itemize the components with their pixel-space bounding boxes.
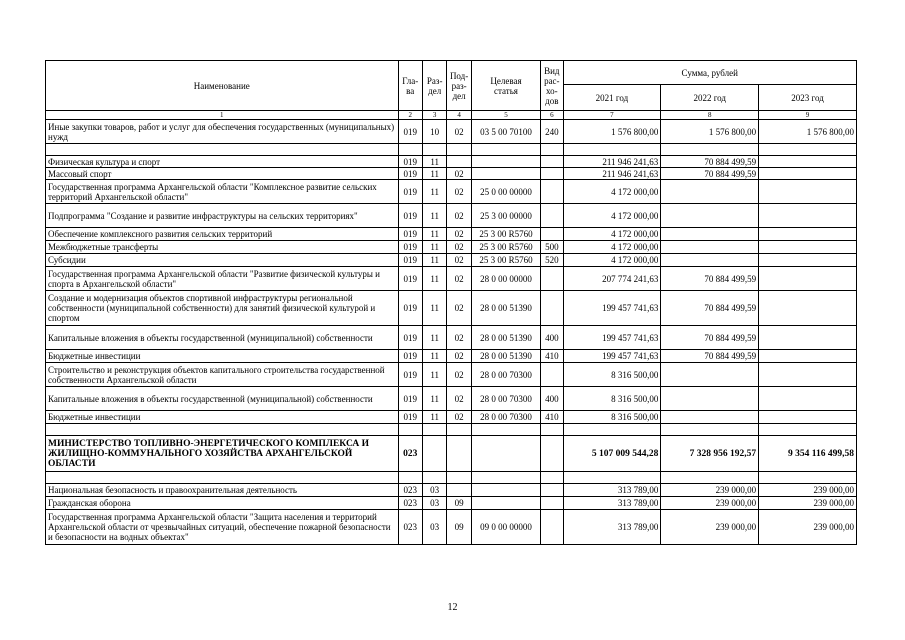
row-sum-2022: 70 884 499,59 <box>661 156 759 168</box>
row-sum-2021: 8 316 500,00 <box>563 363 661 387</box>
row-sum-2021: 5 107 009 544,28 <box>563 436 661 472</box>
row-sum-2021: 4 172 000,00 <box>563 228 661 241</box>
row-razdel: 11 <box>422 363 446 387</box>
row-sum-2022 <box>661 241 759 254</box>
column-index: 1 <box>46 111 399 120</box>
row-sum-2021: 199 457 741,63 <box>563 291 661 326</box>
row-sum-2022: 70 884 499,59 <box>661 350 759 363</box>
row-podrazdel: 02 <box>447 363 471 387</box>
header-name: Наименование <box>46 61 399 111</box>
row-target: 28 0 00 70300 <box>471 411 540 424</box>
row-razdel: 11 <box>422 168 446 180</box>
table-row <box>46 350 857 363</box>
row-razdel: 11 <box>422 156 446 168</box>
header-year-2022: 2022 год <box>661 85 759 111</box>
table-row <box>46 156 857 168</box>
row-podrazdel: 02 <box>447 168 471 180</box>
row-vid: 410 <box>541 350 563 363</box>
spacer-row <box>46 472 857 484</box>
row-glava: 019 <box>398 326 422 350</box>
row-target: 28 0 00 70300 <box>471 387 540 411</box>
row-razdel: 03 <box>422 497 446 510</box>
row-sum-2022: 239 000,00 <box>661 497 759 510</box>
row-sum-2023 <box>759 326 857 350</box>
row-target <box>471 497 540 510</box>
row-podrazdel: 02 <box>447 326 471 350</box>
row-name: Капитальные вложения в объекты государственной (муниципальной) собственности <box>46 387 399 411</box>
row-vid <box>541 168 563 180</box>
row-name: Подпрограмма "Создание и развитие инфраструктуры на сельских территориях" <box>46 204 399 228</box>
row-glava: 019 <box>398 387 422 411</box>
row-name: Физическая культура и спорт <box>46 156 399 168</box>
column-index: 5 <box>471 111 540 120</box>
column-index: 4 <box>447 111 471 120</box>
row-razdel: 11 <box>422 387 446 411</box>
row-name: МИНИСТЕРСТВО ТОПЛИВНО-ЭНЕРГЕТИЧЕСКОГО КОМПЛЕКСА И ЖИЛИЩНО-КОММУНАЛЬНОГО ХОЗЯЙСТВА АРХАНГЕЛЬСКОЙ ОБЛАСТИ <box>46 436 399 472</box>
row-glava: 019 <box>398 228 422 241</box>
table-row <box>46 291 857 326</box>
row-sum-2022: 1 576 800,00 <box>661 120 759 144</box>
row-razdel: 11 <box>422 267 446 291</box>
row-name: Субсидии <box>46 254 399 267</box>
spacer-row <box>46 424 857 436</box>
row-target <box>471 156 540 168</box>
row-glava: 023 <box>398 484 422 497</box>
row-razdel: 11 <box>422 350 446 363</box>
row-sum-2022: 70 884 499,59 <box>661 326 759 350</box>
row-target <box>471 168 540 180</box>
row-glava: 019 <box>398 267 422 291</box>
budget-table <box>45 60 857 545</box>
row-sum-2021: 1 576 800,00 <box>563 120 661 144</box>
table-row <box>46 510 857 545</box>
row-vid <box>541 204 563 228</box>
row-target: 25 3 00 R5760 <box>471 254 540 267</box>
row-glava: 019 <box>398 254 422 267</box>
table-body <box>46 120 857 545</box>
row-sum-2022: 70 884 499,59 <box>661 291 759 326</box>
row-razdel: 03 <box>422 484 446 497</box>
row-sum-2023: 239 000,00 <box>759 484 857 497</box>
table-row <box>46 267 857 291</box>
row-sum-2021: 313 789,00 <box>563 484 661 497</box>
row-glava: 023 <box>398 497 422 510</box>
row-sum-2021: 211 946 241,63 <box>563 156 661 168</box>
row-glava: 019 <box>398 411 422 424</box>
header-podrazdel: Под- раз- дел <box>447 61 471 111</box>
row-podrazdel <box>447 436 471 472</box>
row-sum-2021: 8 316 500,00 <box>563 411 661 424</box>
row-name: Обеспечение комплексного развития сельских территорий <box>46 228 399 241</box>
row-vid: 500 <box>541 241 563 254</box>
header-year-2021: 2021 год <box>563 85 661 111</box>
row-name: Капитальные вложения в объекты государственной (муниципальной) собственности <box>46 326 399 350</box>
table-row <box>46 204 857 228</box>
row-glava: 019 <box>398 350 422 363</box>
row-razdel: 11 <box>422 204 446 228</box>
table-row <box>46 411 857 424</box>
row-sum-2023 <box>759 411 857 424</box>
row-target: 25 3 00 00000 <box>471 204 540 228</box>
row-razdel: 10 <box>422 120 446 144</box>
row-sum-2021: 4 172 000,00 <box>563 241 661 254</box>
row-sum-2023: 239 000,00 <box>759 497 857 510</box>
table-row <box>46 326 857 350</box>
row-vid <box>541 436 563 472</box>
row-razdel <box>422 436 446 472</box>
table-row <box>46 180 857 204</box>
row-glava: 023 <box>398 436 422 472</box>
row-sum-2021: 199 457 741,63 <box>563 350 661 363</box>
table-row <box>46 241 857 254</box>
row-sum-2023 <box>759 267 857 291</box>
column-index: 6 <box>541 111 563 120</box>
row-name: Национальная безопасность и правоохранительная деятельность <box>46 484 399 497</box>
row-target: 09 0 00 00000 <box>471 510 540 545</box>
row-target: 03 5 00 70100 <box>471 120 540 144</box>
row-glava: 019 <box>398 180 422 204</box>
row-sum-2021: 199 457 741,63 <box>563 326 661 350</box>
row-vid: 520 <box>541 254 563 267</box>
row-sum-2022 <box>661 204 759 228</box>
column-index: 2 <box>398 111 422 120</box>
header-target: Целевая статья <box>471 61 540 111</box>
header-sum: Сумма, рублей <box>563 61 856 85</box>
row-sum-2022: 239 000,00 <box>661 484 759 497</box>
table-row <box>46 120 857 144</box>
row-podrazdel <box>447 484 471 497</box>
row-sum-2023 <box>759 156 857 168</box>
row-target <box>471 484 540 497</box>
row-razdel: 11 <box>422 291 446 326</box>
row-vid <box>541 267 563 291</box>
row-glava: 019 <box>398 156 422 168</box>
row-razdel: 11 <box>422 254 446 267</box>
row-sum-2023 <box>759 387 857 411</box>
row-razdel: 11 <box>422 180 446 204</box>
row-name: Межбюджетные трансферты <box>46 241 399 254</box>
row-glava: 019 <box>398 363 422 387</box>
row-name: Строительство и реконструкция объектов капитального строительства государственной собственности Архангельской области <box>46 363 399 387</box>
row-glava: 023 <box>398 510 422 545</box>
row-name: Государственная программа Архангельской области "Защита населения и территорий Архангельской области от чрезвычайных ситуаций, обеспечение пожарной безопасности и безопасности на водных объектах" <box>46 510 399 545</box>
row-sum-2023 <box>759 254 857 267</box>
row-sum-2022: 70 884 499,59 <box>661 168 759 180</box>
column-index: 3 <box>422 111 446 120</box>
row-razdel: 11 <box>422 411 446 424</box>
row-target: 28 0 00 00000 <box>471 267 540 291</box>
row-vid: 400 <box>541 387 563 411</box>
row-razdel: 03 <box>422 510 446 545</box>
row-podrazdel: 02 <box>447 180 471 204</box>
header-razdel: Раз- дел <box>422 61 446 111</box>
row-target: 28 0 00 70300 <box>471 363 540 387</box>
page-number: 12 <box>447 602 458 613</box>
row-podrazdel: 02 <box>447 228 471 241</box>
row-sum-2023: 239 000,00 <box>759 510 857 545</box>
row-name: Государственная программа Архангельской области "Комплексное развитие сельских территорий Архангельской области" <box>46 180 399 204</box>
row-sum-2022 <box>661 228 759 241</box>
row-vid <box>541 484 563 497</box>
row-vid: 240 <box>541 120 563 144</box>
table-row <box>46 387 857 411</box>
row-podrazdel: 02 <box>447 254 471 267</box>
row-sum-2022: 70 884 499,59 <box>661 267 759 291</box>
row-vid: 410 <box>541 411 563 424</box>
row-target: 25 0 00 00000 <box>471 180 540 204</box>
row-sum-2021: 4 172 000,00 <box>563 180 661 204</box>
row-sum-2022 <box>661 411 759 424</box>
row-vid <box>541 510 563 545</box>
row-podrazdel: 02 <box>447 120 471 144</box>
budget-table-page <box>45 60 857 545</box>
row-name: Создание и модернизация объектов спортивной инфраструктуры региональной собственности (муниципальной собственности) для занятий физической культурой и спортом <box>46 291 399 326</box>
table-row <box>46 363 857 387</box>
row-sum-2022: 7 328 956 192,57 <box>661 436 759 472</box>
row-sum-2023: 9 354 116 499,58 <box>759 436 857 472</box>
row-sum-2023 <box>759 350 857 363</box>
row-sum-2023 <box>759 168 857 180</box>
row-target: 28 0 00 51390 <box>471 326 540 350</box>
header-vid: Вид рас- хо- дов <box>541 61 563 111</box>
row-sum-2023 <box>759 241 857 254</box>
row-target <box>471 436 540 472</box>
row-podrazdel: 02 <box>447 411 471 424</box>
row-vid <box>541 228 563 241</box>
row-podrazdel: 09 <box>447 497 471 510</box>
header-glava: Гла- ва <box>398 61 422 111</box>
row-glava: 019 <box>398 168 422 180</box>
row-sum-2022: 239 000,00 <box>661 510 759 545</box>
table-row <box>46 497 857 510</box>
row-podrazdel: 02 <box>447 291 471 326</box>
row-sum-2021: 8 316 500,00 <box>563 387 661 411</box>
row-glava: 019 <box>398 241 422 254</box>
row-podrazdel: 02 <box>447 241 471 254</box>
row-podrazdel <box>447 156 471 168</box>
row-razdel: 11 <box>422 326 446 350</box>
row-podrazdel: 02 <box>447 350 471 363</box>
table-row <box>46 254 857 267</box>
table-row <box>46 436 857 472</box>
row-vid <box>541 497 563 510</box>
row-sum-2023 <box>759 291 857 326</box>
column-index: 9 <box>759 111 857 120</box>
table-row <box>46 484 857 497</box>
header-year-2023: 2023 год <box>759 85 857 111</box>
row-sum-2021: 4 172 000,00 <box>563 254 661 267</box>
row-target: 25 3 00 R5760 <box>471 228 540 241</box>
row-podrazdel: 02 <box>447 204 471 228</box>
row-name: Государственная программа Архангельской области "Развитие физической культуры и спорта в Архангельской области" <box>46 267 399 291</box>
row-vid <box>541 180 563 204</box>
row-name: Бюджетные инвестиции <box>46 411 399 424</box>
row-glava: 019 <box>398 204 422 228</box>
row-sum-2022 <box>661 387 759 411</box>
row-vid <box>541 363 563 387</box>
row-vid <box>541 291 563 326</box>
row-razdel: 11 <box>422 241 446 254</box>
row-sum-2023: 1 576 800,00 <box>759 120 857 144</box>
row-sum-2022 <box>661 363 759 387</box>
row-name: Гражданская оборона <box>46 497 399 510</box>
row-sum-2021: 211 946 241,63 <box>563 168 661 180</box>
table-row <box>46 168 857 180</box>
row-podrazdel: 02 <box>447 267 471 291</box>
row-target: 28 0 00 51390 <box>471 291 540 326</box>
row-name: Иные закупки товаров, работ и услуг для обеспечения государственных (муниципальных) нужд <box>46 120 399 144</box>
row-sum-2022 <box>661 254 759 267</box>
row-sum-2023 <box>759 180 857 204</box>
row-sum-2022 <box>661 180 759 204</box>
row-podrazdel: 02 <box>447 387 471 411</box>
column-index: 8 <box>661 111 759 120</box>
row-sum-2023 <box>759 363 857 387</box>
spacer-row <box>46 144 857 156</box>
row-sum-2023 <box>759 228 857 241</box>
table-row <box>46 228 857 241</box>
row-sum-2021: 4 172 000,00 <box>563 204 661 228</box>
row-name: Массовый спорт <box>46 168 399 180</box>
row-target: 28 0 00 51390 <box>471 350 540 363</box>
row-glava: 019 <box>398 120 422 144</box>
row-sum-2021: 313 789,00 <box>563 510 661 545</box>
row-glava: 019 <box>398 291 422 326</box>
column-index: 7 <box>563 111 661 120</box>
row-target: 25 3 00 R5760 <box>471 241 540 254</box>
row-sum-2021: 313 789,00 <box>563 497 661 510</box>
row-sum-2021: 207 774 241,63 <box>563 267 661 291</box>
row-name: Бюджетные инвестиции <box>46 350 399 363</box>
row-razdel: 11 <box>422 228 446 241</box>
row-sum-2023 <box>759 204 857 228</box>
row-podrazdel: 09 <box>447 510 471 545</box>
row-vid: 400 <box>541 326 563 350</box>
row-vid <box>541 156 563 168</box>
